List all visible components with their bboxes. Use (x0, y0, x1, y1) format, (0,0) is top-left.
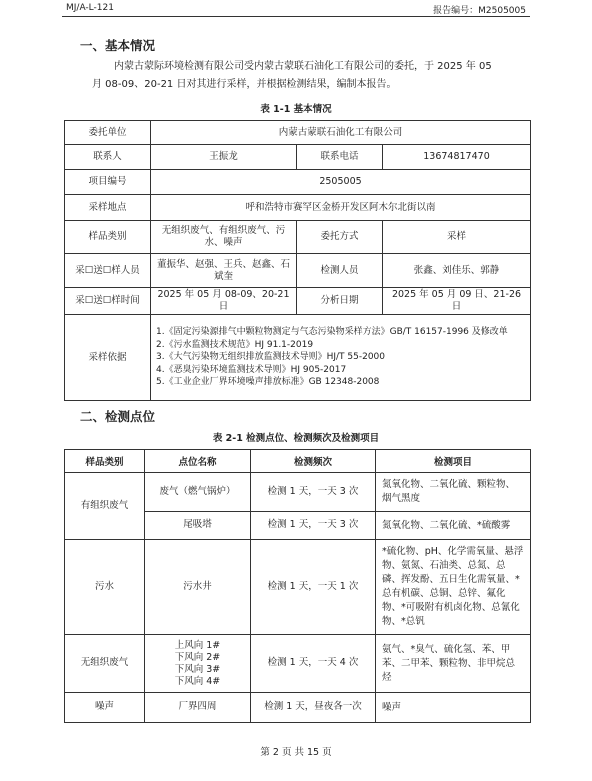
basic-info-table (64, 120, 531, 401)
cat-noise: 噪声 (65, 693, 145, 723)
basis-item: 3.《大气污染物无组织排放监测技术导则》HJ/T 55-2000 (156, 352, 386, 363)
value-contact: 王振龙 (151, 145, 297, 170)
intro-paragraph (92, 58, 528, 94)
intro-line-2: 月 08-09、20-21 日对其进行采样，并根据检测结果，编制本报告。 (92, 79, 397, 90)
label-sample-time: 采☐送☐样时间 (65, 288, 151, 315)
value-client: 内蒙古蒙联石油化工有限公司 (151, 121, 531, 145)
items: 氨气、*臭气、硫化氢、苯、甲苯、二甲苯、颗粒物、非甲烷总烃 (376, 635, 531, 693)
freq: 检测 1 天，一天 3 次 (251, 473, 376, 512)
page-header (62, 2, 530, 17)
col-header: 点位名称 (145, 450, 251, 473)
freq: 检测 1 天，一天 4 次 (251, 635, 376, 693)
value-phone: 13674817470 (383, 145, 531, 170)
basis-item: 5.《工业企业厂界环境噪声排放标准》GB 12348-2008 (156, 377, 380, 388)
value-entrust: 采样 (383, 221, 531, 254)
items: *硫化物、pH、化学需氧量、悬浮物、氨氮、石油类、总氮、总磷、挥发酚、五日生化需氧量、*总有机碳、总铜、总锌、氟化物、*可吸附有机卤化物、总氰化物、*总钒 (376, 540, 531, 635)
label-inspector: 检测人员 (297, 254, 383, 288)
label-client: 委托单位 (65, 121, 151, 145)
point: 厂界四周 (145, 693, 251, 723)
label-analysis: 分析日期 (297, 288, 383, 315)
value-basis (151, 315, 531, 401)
monitoring-points-table (64, 449, 531, 723)
table-row (65, 540, 531, 635)
table-1-caption: 表 1-1 基本情况 (260, 104, 332, 115)
label-site: 采样地点 (65, 195, 151, 221)
point: 下风向 3# (174, 663, 221, 675)
basis-item: 1.《固定污染源排气中颗粒物测定与气态污染物采样方法》GB/T 16157-1996 及修改单 (156, 327, 508, 338)
value-inspector: 张鑫、刘佳乐、郭静 (383, 254, 531, 288)
section-1-title: 一、基本情况 (80, 38, 156, 53)
basis-item: 2.《污水监测技术规范》HJ 91.1-2019 (156, 339, 314, 350)
section-2-title: 二、检测点位 (80, 409, 156, 424)
label-sampler: 采☐送☐样人员 (65, 254, 151, 288)
freq: 检测 1 天，一天 1 次 (251, 540, 376, 635)
label-sample-type: 样品类别 (65, 221, 151, 254)
label-contact: 联系人 (65, 145, 151, 170)
label-project: 项目编号 (65, 170, 151, 195)
point: 废气（燃气锅炉） (145, 473, 251, 512)
point: 尾吸塔 (145, 512, 251, 540)
value-sampler: 董振华、赵强、王兵、赵鑫、石斌奎 (151, 254, 297, 288)
value-analysis: 2025 年 05 月 09 日、21-26 日 (383, 288, 531, 315)
freq: 检测 1 天，一天 3 次 (251, 512, 376, 540)
value-project: 2505005 (151, 170, 531, 195)
freq: 检测 1 天，昼夜各一次 (251, 693, 376, 723)
point: 上风向 1# (174, 639, 221, 651)
point: 下风向 4# (174, 675, 221, 687)
doc-code: MJ/A-L-121 (66, 3, 114, 13)
value-sample-type: 无组织废气、有组织废气、污水、噪声 (151, 221, 297, 254)
cat-water: 污水 (65, 540, 145, 635)
table-row (65, 693, 531, 723)
page-number: 第 2 页 共 15 页 (260, 747, 332, 758)
table-row (65, 635, 531, 693)
col-header: 检测项目 (376, 450, 531, 473)
items: 噪声 (376, 693, 531, 723)
point: 污水井 (145, 540, 251, 635)
point: 下风向 2# (174, 651, 221, 663)
value-sample-time: 2025 年 05 月 08-09、20-21 日 (151, 288, 297, 315)
point-list (145, 635, 251, 693)
items: 氮氧化物、二氧化硫、*硫酸雾 (376, 512, 531, 540)
table-row (65, 473, 531, 512)
report-number: 报告编号：M2505005 (433, 6, 526, 16)
table-2-caption: 表 2-1 检测点位、检测频次及检测项目 (212, 433, 380, 444)
items: 氮氧化物、二氧化硫、颗粒物、烟气黑度 (376, 473, 531, 512)
col-header: 样品类别 (65, 450, 145, 473)
value-site: 呼和浩特市赛罕区金桥开发区阿木尔北街以南 (151, 195, 531, 221)
cat-organic: 有组织废气 (65, 473, 145, 540)
col-header: 检测频次 (251, 450, 376, 473)
intro-line-1: 内蒙古蒙际环境检测有限公司受内蒙古蒙联石油化工有限公司的委托，于 2025 年 05 (114, 61, 492, 72)
cat-fugitive: 无组织废气 (65, 635, 145, 693)
basis-item: 4.《恶臭污染环境监测技术导则》HJ 905-2017 (156, 364, 347, 375)
label-entrust: 委托方式 (297, 221, 383, 254)
label-phone: 联系电话 (297, 145, 383, 170)
label-basis: 采样依据 (65, 315, 151, 401)
